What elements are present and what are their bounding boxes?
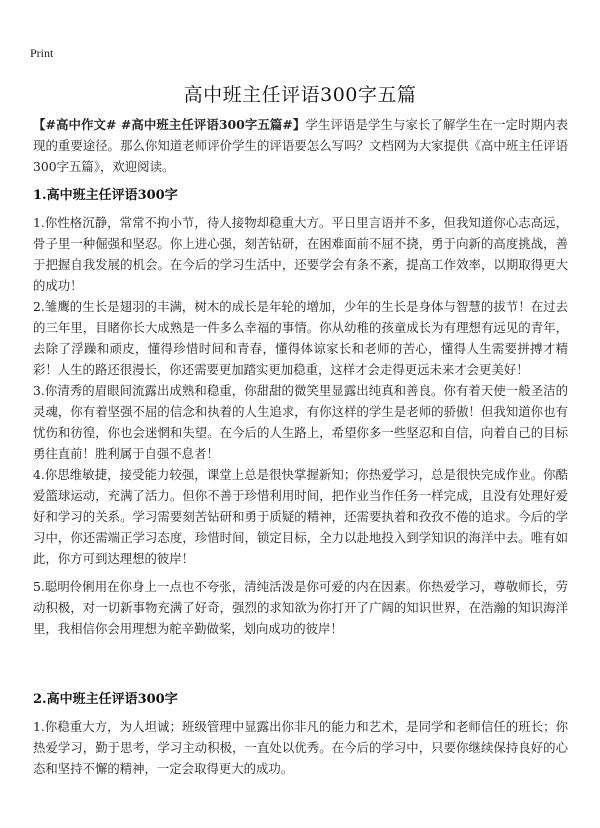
section-heading-2: 2.高中班主任评语300字 <box>33 692 178 707</box>
paragraph-1-1: 1.你性格沉静，常常不拘小节，待人接物却稳重大方。平日里言语并不多，但我知道你心志高远，骨子里一种倔强和坚忍。你上进心强，刻苦钻研，在困难面前不屈不挠，勇于向新的高度挑战，善于把握自我发展的机会。在今后的学习生活中，还要学会有条不紊，提高工作效率，以期取得更大的成功！ <box>33 215 568 293</box>
intro-text: 学生评语是学生与家长了解学生在一定时期内表现的重要途径。那么你知道老师评价学生的评语要怎么写吗？文档网为大家提供《高中班主任评语300字五篇》，欢迎阅读。 <box>33 117 568 174</box>
document-title: 高中班主任评语300字五篇 <box>183 84 417 106</box>
intro-paragraph <box>33 114 568 177</box>
paragraph-1-2: 2.雏鹰的生长是翅羽的丰满，树木的成长是年轮的增加，少年的生长是身体与智慧的拔节！在过去的三年里，目睹你长大成熟是一件多么幸福的事情。你从幼稚的孩童成长为有理想有远见的青年，去除了浮躁和顽皮，懂得珍惜时间和青春，懂得体谅家长和老师的苦心，懂得人生需要拼搏才精彩！人生的路还很漫长，你还需要更加踏实更加稳重，这样才会走得更远未来才会更美好！ <box>33 299 568 377</box>
paragraph-2-1: 1.你稳重大方，为人坦诚；班级管理中显露出你非凡的能力和艺术，是同学和老师信任的班长；你热爱学习，勤于思考，学习主动积极，一直处以优秀。在今后的学习中，只要你继续保持良好的心态和坚持不懈的精神，一定会取得更大的成功。 <box>33 719 568 776</box>
paragraph-1-4: 4.你思维敏捷，接受能力较强，课堂上总是很快掌握新知；你热爱学习，总是很快完成作业。你酷爱篮球运动，充满了活力。但你不善于珍惜利用时间，把作业当作任务一样完成，且没有处理好爱好和学习的关系。学习需要刻苦钻研和勇于质疑的精神，还需要执着和孜孜不倦的追求。今后的学习中，你还需端正学习态度，珍惜时间，锁定目标，全力以赴地投入到学知识的海洋中去。唯有如此，你方可到达理想的彼岸！ <box>33 467 568 566</box>
intro-tags: 【#高中作文# #高中班主任评语300字五篇#】 <box>33 117 306 132</box>
section-heading-1: 1.高中班主任评语300字 <box>33 188 178 203</box>
print-label[interactable]: Print <box>30 46 54 60</box>
paragraph-1-5: 5.聪明伶俐用在你身上一点也不夸张，清纯活泼是你可爱的内在因素。你热爱学习，尊敬师长，劳动积极，对一切新事物充满了好奇，强烈的求知欲为你打开了广阔的知识世界，在浩瀚的知识海洋里，我相信你会用理想为舵辛勤做桨，划向成功的彼岸！ <box>33 579 568 636</box>
paragraph-1-3: 3.你清秀的眉眼间流露出成熟和稳重，你甜甜的微笑里显露出纯真和善良。你有着天使一般圣洁的灵魂，你有着坚强不屈的信念和执着的人生追求，有你这样的学生是老师的骄傲！但我知道你也有忧伤和彷徨，你也会迷惘和失望。在今后的人生路上，希望你多一些坚忍和自信，向着自己的目标勇往直前！胜利属于自强不息者！ <box>33 383 568 461</box>
